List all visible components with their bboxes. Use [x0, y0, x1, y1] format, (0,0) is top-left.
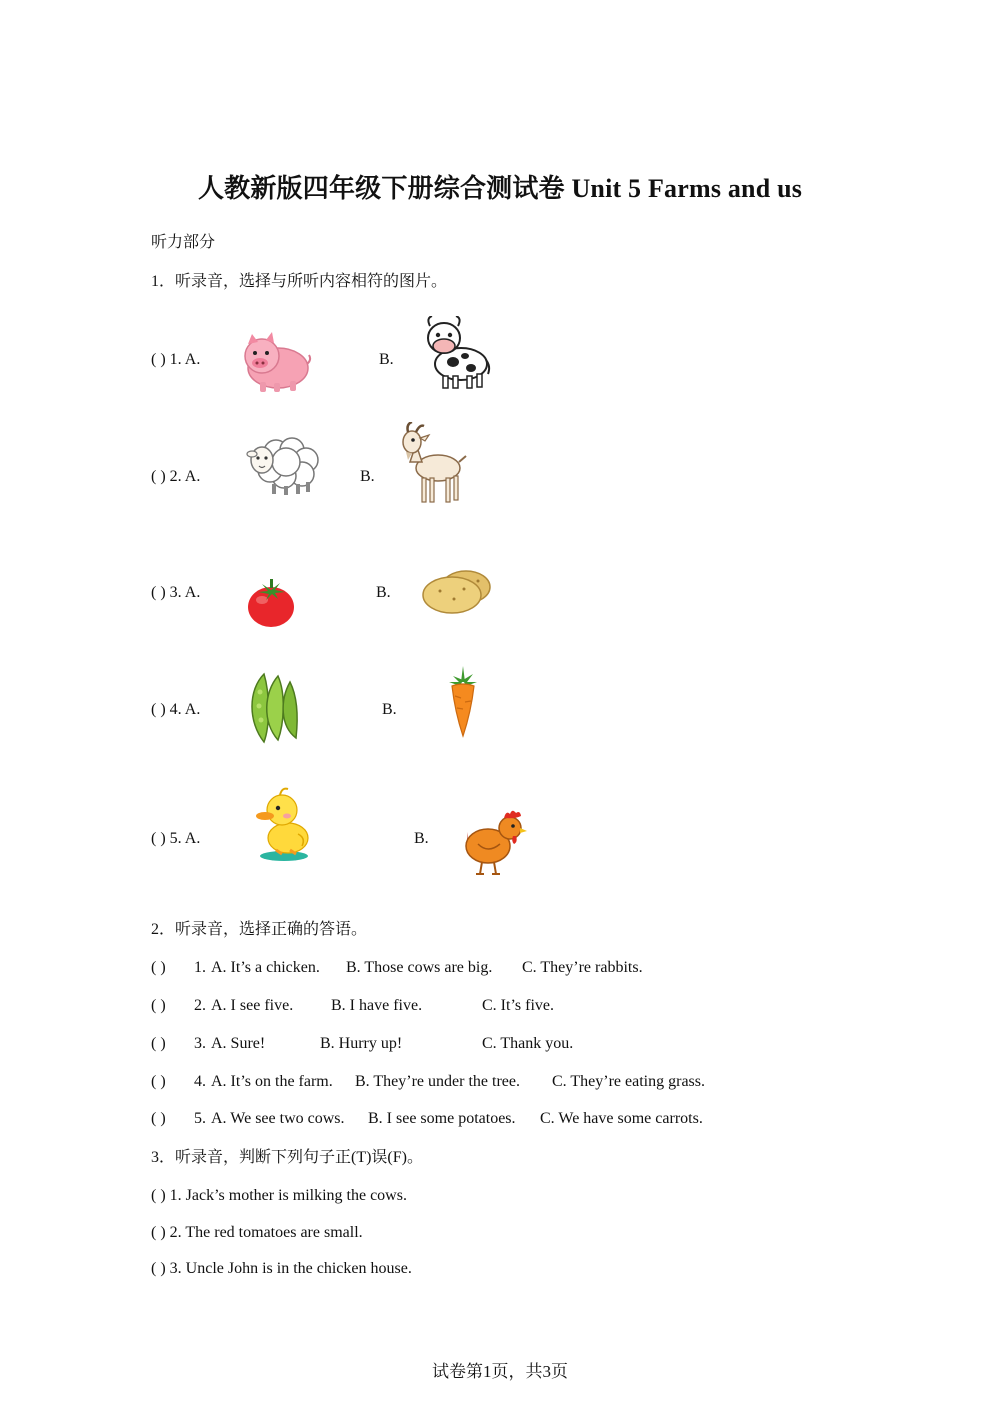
- q2-1-option-b: B. Those cows are big.: [346, 959, 493, 976]
- q2-3-option-a: A. Sure!: [211, 1035, 266, 1052]
- q2-4-option-c: C. They’re eating grass.: [552, 1073, 705, 1090]
- q2-5-number: 5.: [194, 1110, 206, 1127]
- q1-item-3-prefix: ( ) 3. A.: [151, 584, 201, 601]
- q2-3-number: 3.: [194, 1035, 206, 1052]
- q2-4-option-a: A. It’s on the farm.: [211, 1073, 333, 1090]
- q2-2-number: 2.: [194, 997, 206, 1014]
- duck-icon: [254, 786, 316, 864]
- sheep-icon: [246, 430, 322, 496]
- q2-2-option-b: B. I have five.: [331, 997, 423, 1014]
- potato-icon: [420, 563, 494, 617]
- q1-item-1-prefix: ( ) 1. A.: [151, 351, 201, 368]
- q3-item-2: ( ) 2. The red tomatoes are small.: [151, 1224, 363, 1241]
- q2-5-option-c: C. We have some carrots.: [540, 1110, 703, 1127]
- q3-item-3: ( ) 3. Uncle John is in the chicken house.: [151, 1260, 412, 1277]
- q1-item-2-option-b: B.: [360, 468, 375, 485]
- q2-4-number: 4.: [194, 1073, 206, 1090]
- q3-heading: 3．听录音，判断下列句子正(T)误(F)。: [151, 1149, 423, 1166]
- q2-2-option-c: C. It’s five.: [482, 997, 554, 1014]
- q2-1-paren: ( ): [151, 959, 166, 976]
- q2-2-paren: ( ): [151, 997, 166, 1014]
- q2-4-paren: ( ): [151, 1073, 166, 1090]
- q2-3-option-c: C. Thank you.: [482, 1035, 574, 1052]
- page-footer: 试卷第1页，共3页: [432, 1362, 568, 1381]
- q1-item-4-option-b: B.: [382, 701, 397, 718]
- q2-1-number: 1.: [194, 959, 206, 976]
- q2-3-option-b: B. Hurry up!: [320, 1035, 403, 1052]
- carrot-icon: [443, 664, 483, 738]
- q1-item-2-prefix: ( ) 2. A.: [151, 468, 201, 485]
- page-title: 人教新版四年级下册综合测试卷 Unit 5 Farms and us: [197, 174, 803, 203]
- q2-5-paren: ( ): [151, 1110, 166, 1127]
- q2-1-option-c: C. They’re rabbits.: [522, 959, 643, 976]
- cow-icon: [421, 316, 493, 392]
- q1-item-5-option-b: B.: [414, 830, 429, 847]
- goat-icon: [392, 422, 470, 506]
- q2-5-option-a: A. We see two cows.: [211, 1110, 345, 1127]
- hen-icon: [462, 806, 528, 878]
- q1-item-1-option-b: B.: [379, 351, 394, 368]
- q2-4-option-b: B. They’re under the tree.: [355, 1073, 520, 1090]
- q1-heading: 1．听录音，选择与所听内容相符的图片。: [151, 273, 448, 290]
- q1-item-4-prefix: ( ) 4. A.: [151, 701, 201, 718]
- green-beans-icon: [246, 670, 304, 746]
- q2-heading: 2．听录音，选择正确的答语。: [151, 921, 368, 938]
- q3-item-1: ( ) 1. Jack’s mother is milking the cows.: [151, 1187, 407, 1204]
- q1-item-3-option-b: B.: [376, 584, 391, 601]
- q2-2-option-a: A. I see five.: [211, 997, 294, 1014]
- pig-icon: [238, 330, 312, 394]
- q2-3-paren: ( ): [151, 1035, 166, 1052]
- q1-item-5-prefix: ( ) 5. A.: [151, 830, 201, 847]
- tomato-icon: [244, 578, 298, 630]
- q2-5-option-b: B. I see some potatoes.: [368, 1110, 516, 1127]
- q2-1-option-a: A. It’s a chicken.: [211, 959, 320, 976]
- section-heading: 听力部分: [151, 234, 216, 251]
